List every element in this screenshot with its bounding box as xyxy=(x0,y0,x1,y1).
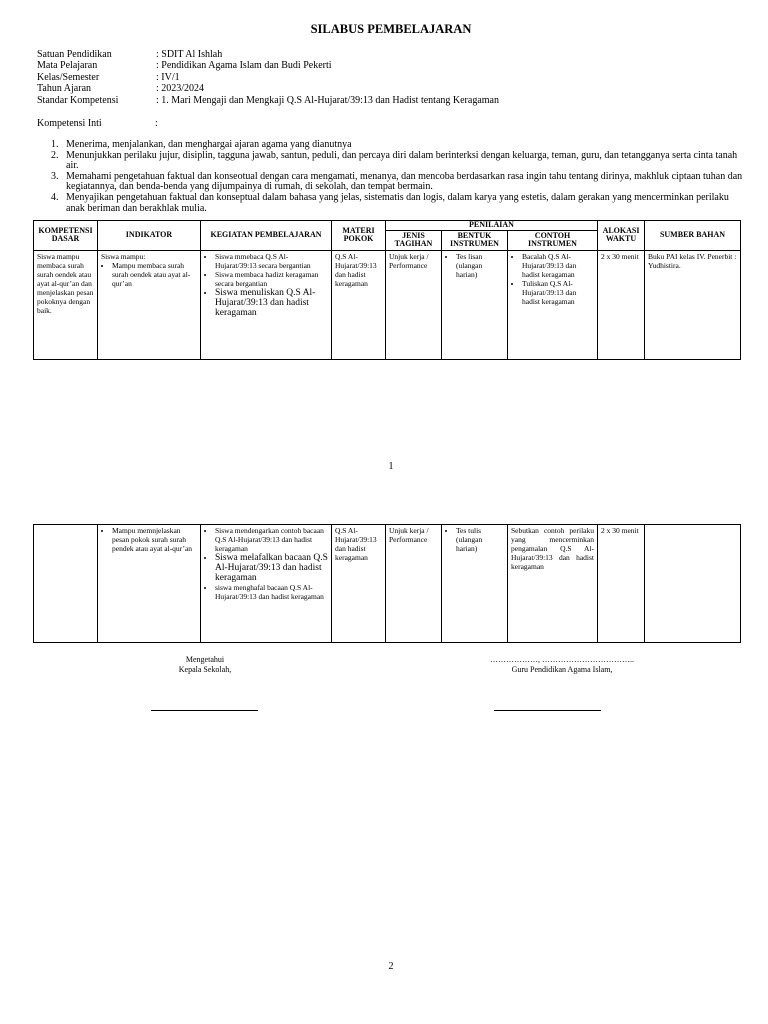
list-item xyxy=(37,193,749,214)
list-item: • Bacalah Q.S Al-Hujarat/39:13 dan hadist keragaman xyxy=(522,252,594,279)
list-text: Menerima, menjalankan, dan menghargai ajaran agama yang dianutnya xyxy=(66,139,352,150)
cell-alokasi: 2 x 30 menit xyxy=(598,525,645,643)
kompetensi-inti-list xyxy=(37,140,749,214)
cell-indikator xyxy=(98,250,201,359)
page-number: 2 xyxy=(388,961,394,972)
info-key: Mata Pelajaran xyxy=(37,60,98,72)
info-value: : IV/1 xyxy=(156,71,180,83)
list-item: • Tuliskan Q.S Al-Hujarat/39:13 dan hadist keragaman xyxy=(522,279,594,306)
header-alokasi: ALOKASI WAKTU xyxy=(598,221,645,251)
cell-bentuk xyxy=(442,250,508,359)
indikator-lead: Siswa mampu: xyxy=(101,251,146,261)
info-row-sk xyxy=(37,95,499,106)
page-title: SILABUS PEMBELAJARAN xyxy=(310,22,472,36)
signature-left xyxy=(130,655,280,675)
cell-bentuk xyxy=(442,525,508,643)
silabus-table-page-1 xyxy=(33,220,741,360)
list-item: • Siswa membaca hadizt keragaman secara bergantian xyxy=(215,270,328,288)
info-key: Standar Kompetensi xyxy=(37,94,119,106)
silabus-table-page-2 xyxy=(33,524,741,643)
info-row-mapel xyxy=(37,60,499,71)
page-number: 1 xyxy=(388,461,394,472)
cell-kegiatan xyxy=(201,250,332,359)
signature-right xyxy=(462,655,662,675)
header-sumber: SUMBER BAHAN xyxy=(645,221,741,251)
cell-sumber: Buku PAI kelas IV. Penerbit : Yudhistira. xyxy=(645,250,741,359)
info-key: Kelas/Semester xyxy=(37,71,100,83)
cell-contoh: Sebutkan contoh perilaku yang mencerminkan pengamalan Q.S Al-Hujarat/39:13 dan hadist keragaman xyxy=(508,525,598,643)
signature-line-left xyxy=(151,710,258,711)
cell-jenis: Unjuk kerja / Performance xyxy=(386,525,442,643)
signature-line-right xyxy=(494,710,601,711)
cell-sumber xyxy=(645,525,741,643)
cell-kd: Siswa mampu membaca surah surah oendek atau ayat al-qur’an dan menjelaskan pesan pokoknya dengan baik. xyxy=(34,250,98,359)
cell-kegiatan xyxy=(201,525,332,643)
info-value: : 2023/2024 xyxy=(156,83,205,95)
info-key: Tahun Ajaran xyxy=(37,83,92,95)
cell-materi: Q.S Al-Hujarat/39:13 dan hadist keragaman xyxy=(332,250,386,359)
header-kegiatan: KEGIATAN PEMBELAJARAN xyxy=(201,221,332,251)
list-item xyxy=(37,172,749,193)
info-value: : 1. Mari Mengaji dan Mengkaji Q.S Al-Hujarat/39:13 dan Hadist tentang Keragaman xyxy=(156,94,499,106)
list-item: • Siswa melafalkan bacaan Q.S Al-Hujarat/39:13 dan hadist keragaman xyxy=(215,553,328,583)
cell-contoh xyxy=(508,250,598,359)
kompetensi-inti-colon: : xyxy=(155,118,158,129)
signature-right-line1: ………………, …………………………….. xyxy=(490,655,634,664)
list-item: • siswa menghafal bacaan Q.S Al-Hujarat/39:13 dan hadist keragaman xyxy=(215,583,328,601)
cell-materi: Q.S Al-Hujarat/39:13 dan hadist keragaman xyxy=(332,525,386,643)
table-row xyxy=(34,525,741,643)
cell-alokasi: 2 x 30 menit xyxy=(598,250,645,359)
list-text: Menunjukkan perilaku jujur, disiplin, tagguna jawab, santun, peduli, dan percaya diri dalam berinterksi dengan keluarga, teman, guru, dan tetangganya serta cinta tanah air. xyxy=(66,149,738,172)
signature-left-line2: Kepala Sekolah, xyxy=(178,665,232,674)
info-row-tahun xyxy=(37,83,499,94)
list-number: 2. xyxy=(51,149,59,161)
info-row-satuan xyxy=(37,49,499,60)
info-value: : SDIT Al Ishlah xyxy=(156,49,223,60)
cell-kd xyxy=(34,525,98,643)
list-item: • Siswa mendengarkan contoh bacaan Q.S Al-Hujarat/39:13 dan hadist keragaman xyxy=(215,526,328,553)
list-item: • Mampu memnjelaskan pesan pokok surah surah pendek atau ayat al-qur’an xyxy=(112,526,197,553)
header-materi: MATERI POKOK xyxy=(332,221,386,251)
list-item: • Siswa mmebaca Q.S Al-Hujarat/39:13 secara bergantian xyxy=(215,252,328,270)
list-item xyxy=(37,151,749,172)
kompetensi-inti-label: Kompetensi Inti xyxy=(37,118,102,129)
document-info xyxy=(37,49,499,106)
header-penilaian: PENILAIAN xyxy=(386,221,598,231)
info-row-kelas xyxy=(37,72,499,83)
header-bentuk: BENTUK INSTRUMEN xyxy=(442,230,508,250)
list-item: • Siswa menuliskan Q.S Al-Hujarat/39:13 dan hadist keragaman xyxy=(215,288,328,318)
list-item: • Mampu membaca surah surah oendek atau ayat al-qur’an xyxy=(112,261,197,288)
list-item: • Tes lisan (ulangan harian) xyxy=(456,252,504,279)
list-number: 3. xyxy=(51,170,59,182)
signature-left-line1: Mengetahui xyxy=(185,655,225,664)
header-contoh: CONTOH INSTRUMEN xyxy=(508,230,598,250)
header-jenis: JENIS TAGIHAN xyxy=(386,230,442,250)
signature-right-line2: Guru Pendidikan Agama Islam, xyxy=(511,665,613,674)
cell-indikator xyxy=(98,525,201,643)
list-text: Memahami pengetahuan faktual dan konseotual dengan cara mengamati, menanya, dan mencoba berdasarkan rasa ingin tahu tentang dirinya, makhluk ciptaan tuhan dan kegiatannya, dan benda-benda yang dijumpainya di rumah, di sekolah, dan tempat bermain. xyxy=(66,170,743,193)
list-item: • Tes tulis (ulangan harian) xyxy=(456,526,504,553)
list-text: Menyajikan pengetahuan faktual dan konseptual dalam bahasa yang jelas, sistematis dan logis, dalam karya yang estetis, dalam gerakan yang mencerminkan perilaku anak beriman dan berakhlak mulia. xyxy=(66,191,729,214)
list-number: 1. xyxy=(51,139,59,150)
info-value: : Pendidikan Agama Islam dan Budi Pekerti xyxy=(156,60,332,72)
list-number: 4. xyxy=(51,191,59,203)
info-key: Satuan Pendidikan xyxy=(37,49,112,60)
table-row xyxy=(34,250,741,359)
header-indikator: INDIKATOR xyxy=(98,221,201,251)
header-kompetensi-dasar: KOMPETENSI DASAR xyxy=(34,221,98,251)
cell-jenis: Unjuk kerja / Performance xyxy=(386,250,442,359)
